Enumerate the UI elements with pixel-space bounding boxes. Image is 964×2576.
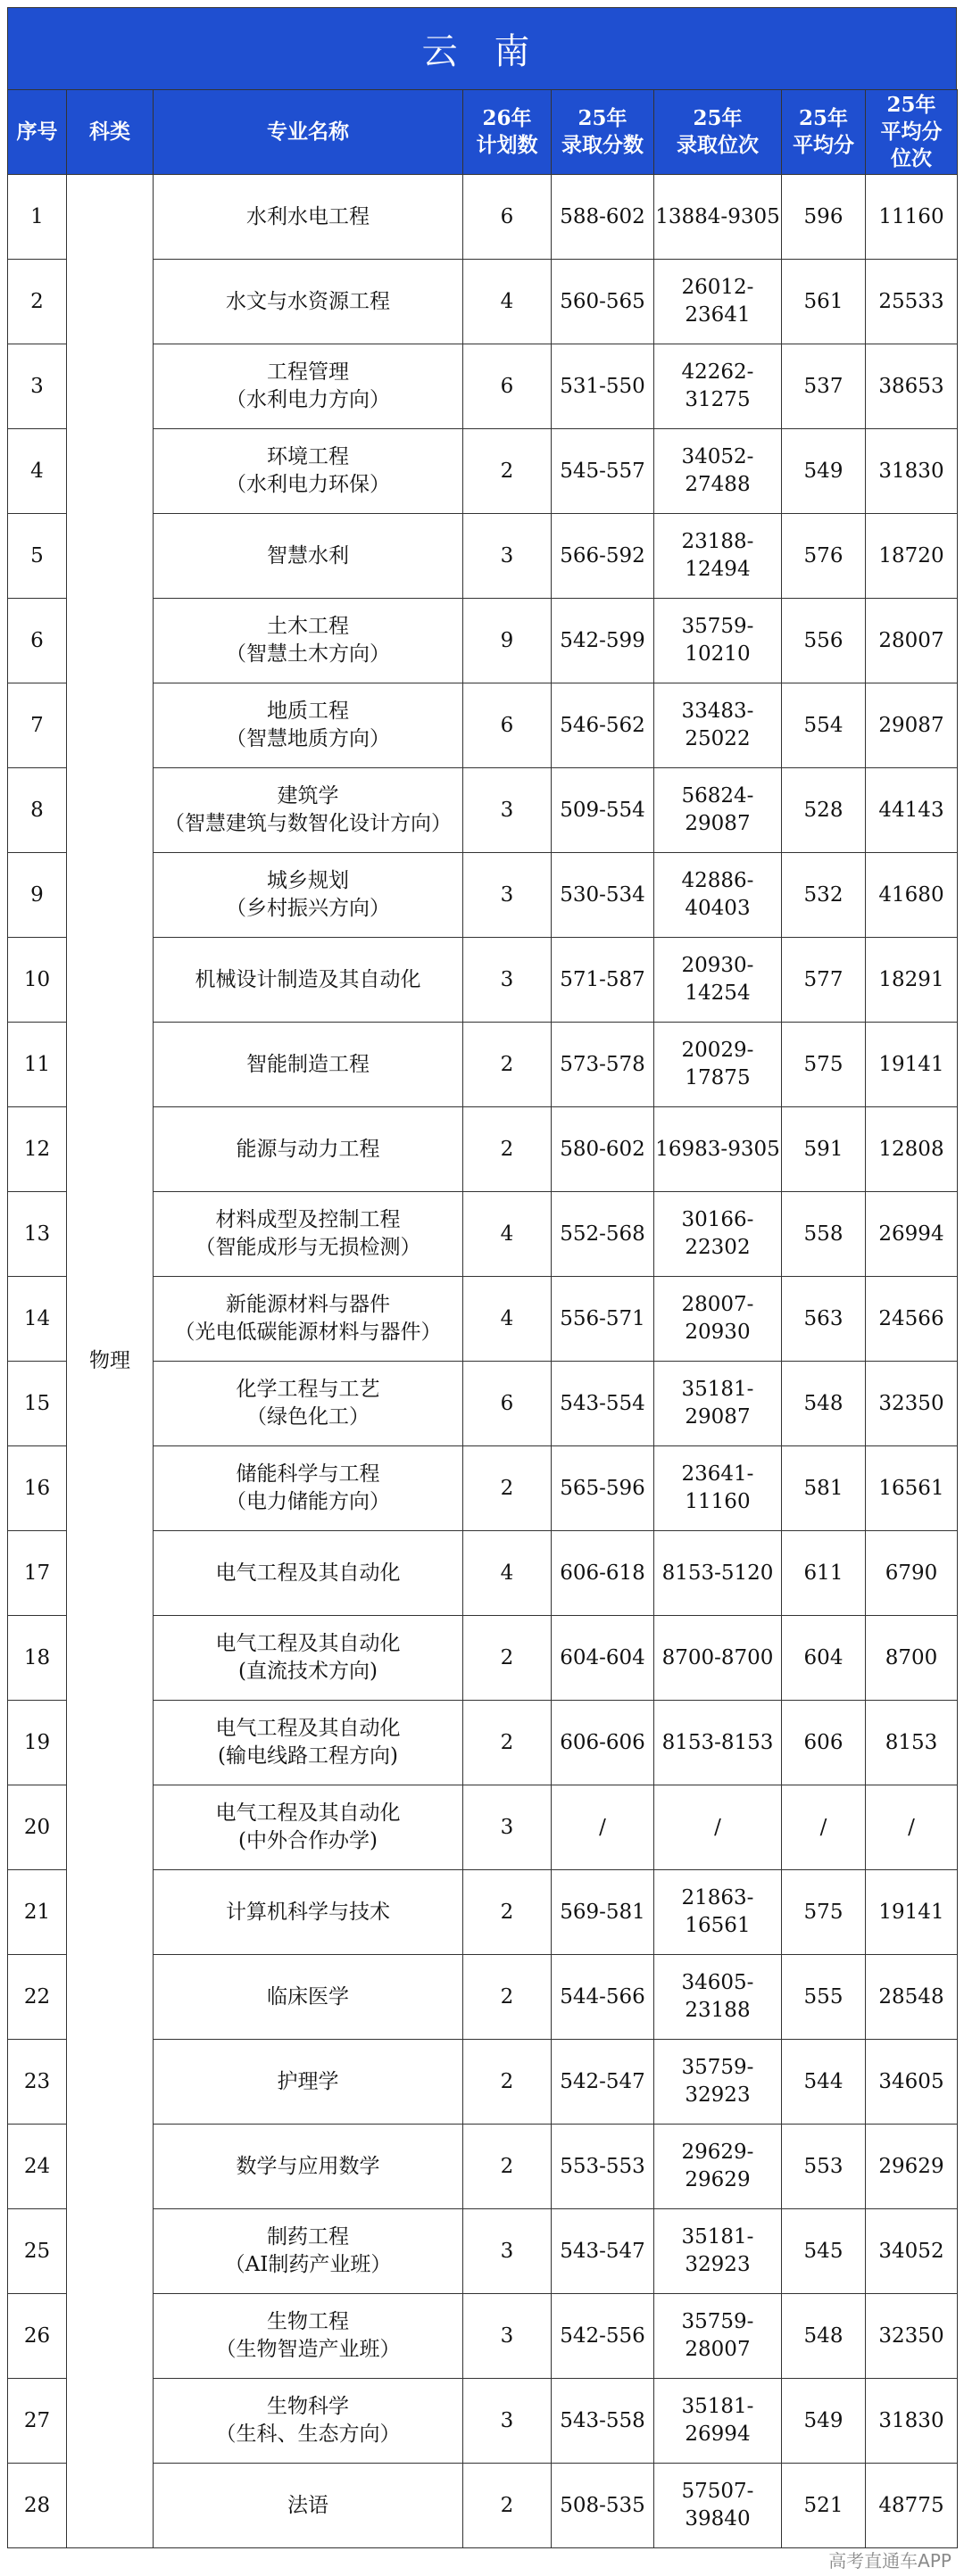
cell-rank: 35181-29087	[654, 1362, 782, 1446]
header-score-line2: 录取分数	[561, 133, 644, 157]
cell-major	[154, 344, 463, 429]
header-score	[552, 90, 654, 175]
cell-score: /	[552, 1785, 654, 1870]
cell-avg-rank: 28007	[866, 599, 958, 683]
cell-seq: 26	[8, 2294, 67, 2379]
cell-major	[154, 768, 463, 853]
cell-major	[154, 1870, 463, 1955]
header-plan-line2: 计划数	[476, 133, 538, 157]
major-name: 智能制造工程	[246, 1052, 370, 1076]
cell-rank: 23641-11160	[654, 1446, 782, 1531]
cell-avg-rank: 48775	[866, 2464, 958, 2548]
header-seq: 序号	[8, 90, 67, 175]
cell-score: 542-556	[552, 2294, 654, 2379]
cell-avg-rank: 19141	[866, 1870, 958, 1955]
cell-score: 530-534	[552, 853, 654, 938]
header-plan	[463, 90, 552, 175]
cell-seq: 6	[8, 599, 67, 683]
cell-seq: 7	[8, 683, 67, 768]
header-rank-line1: 25年	[693, 106, 743, 130]
cell-avg: 544	[782, 2040, 866, 2125]
cell-avg-rank: 41680	[866, 853, 958, 938]
cell-seq: 23	[8, 2040, 67, 2125]
cell-plan: 2	[463, 1870, 552, 1955]
cell-avg-rank: 12808	[866, 1107, 958, 1192]
cell-avg: 528	[782, 768, 866, 853]
header-score-line1: 25年	[578, 106, 627, 130]
major-direction: （生科、生态方向）	[215, 2423, 401, 2446]
cell-rank: 16983-9305	[654, 1107, 782, 1192]
cell-major	[154, 683, 463, 768]
cell-score: 552-568	[552, 1192, 654, 1277]
watermark-text: 高考直通车APP	[828, 2550, 952, 2572]
major-name: 临床医学	[267, 1984, 349, 2009]
cell-avg: 576	[782, 514, 866, 599]
header-avgrank-line2: 平均分	[880, 120, 943, 144]
cell-score: 543-554	[552, 1362, 654, 1446]
cell-avg-rank: 25533	[866, 260, 958, 344]
cell-avg: 545	[782, 2209, 866, 2294]
cell-rank: 20930-14254	[654, 938, 782, 1023]
cell-avg-rank: 31830	[866, 429, 958, 514]
cell-plan: 6	[463, 683, 552, 768]
cell-avg: 561	[782, 260, 866, 344]
cell-plan: 4	[463, 260, 552, 344]
cell-rank: 20029-17875	[654, 1023, 782, 1107]
cell-avg-rank: /	[866, 1785, 958, 1870]
major-direction: （AI制药产业班）	[224, 2253, 392, 2276]
major-direction: (中外合作办学)	[238, 1829, 378, 1852]
cell-avg-rank: 26994	[866, 1192, 958, 1277]
cell-plan: 3	[463, 514, 552, 599]
cell-seq: 21	[8, 1870, 67, 1955]
header-category: 科类	[67, 90, 154, 175]
header-avg-line1: 25年	[798, 106, 848, 130]
cell-seq: 3	[8, 344, 67, 429]
cell-major	[154, 1955, 463, 2040]
cell-avg-rank: 31830	[866, 2379, 958, 2464]
cell-major	[154, 1446, 463, 1531]
cell-avg: 548	[782, 2294, 866, 2379]
cell-rank: 8153-5120	[654, 1531, 782, 1616]
major-name: 电气工程及其自动化	[215, 1632, 401, 1655]
cell-rank: /	[654, 1785, 782, 1870]
cell-rank: 33483-25022	[654, 683, 782, 768]
cell-avg-rank: 16561	[866, 1446, 958, 1531]
cell-major	[154, 1107, 463, 1192]
cell-score: 508-535	[552, 2464, 654, 2548]
cell-seq: 13	[8, 1192, 67, 1277]
major-direction: （智慧建筑与数智化设计方向）	[164, 812, 452, 835]
header-rank-line2: 录取位次	[677, 133, 759, 157]
cell-major	[154, 1531, 463, 1616]
cell-score: 569-581	[552, 1870, 654, 1955]
cell-avg: 577	[782, 938, 866, 1023]
cell-major	[154, 1277, 463, 1362]
cell-seq: 27	[8, 2379, 67, 2464]
cell-seq: 10	[8, 938, 67, 1023]
cell-plan: 2	[463, 2464, 552, 2548]
cell-rank: 26012-23641	[654, 260, 782, 344]
cell-rank: 35759-32923	[654, 2040, 782, 2125]
cell-plan: 2	[463, 1107, 552, 1192]
cell-seq: 11	[8, 1023, 67, 1107]
cell-plan: 2	[463, 1616, 552, 1701]
cell-avg-rank: 18291	[866, 938, 958, 1023]
cell-score: 509-554	[552, 768, 654, 853]
cell-seq: 12	[8, 1107, 67, 1192]
cell-score: 556-571	[552, 1277, 654, 1362]
cell-major	[154, 1785, 463, 1870]
cell-seq: 28	[8, 2464, 67, 2548]
cell-seq: 20	[8, 1785, 67, 1870]
major-name: 数学与应用数学	[236, 2154, 380, 2178]
cell-avg-rank: 28548	[866, 1955, 958, 2040]
cell-avg: 604	[782, 1616, 866, 1701]
major-name: 水文与水资源工程	[226, 289, 390, 313]
cell-seq: 19	[8, 1701, 67, 1785]
major-name: 智慧水利	[267, 543, 349, 567]
cell-plan: 2	[463, 1023, 552, 1107]
cell-score: 546-562	[552, 683, 654, 768]
cell-avg-rank: 18720	[866, 514, 958, 599]
cell-rank: 8700-8700	[654, 1616, 782, 1701]
cell-avg-rank: 19141	[866, 1023, 958, 1107]
cell-seq: 18	[8, 1616, 67, 1701]
major-name: 电气工程及其自动化	[215, 1802, 401, 1825]
cell-avg-rank: 11160	[866, 175, 958, 260]
major-direction: （光电低碳能源材料与器件）	[174, 1321, 442, 1344]
header-avgrank-line1: 25年	[886, 93, 936, 117]
cell-major	[154, 2294, 463, 2379]
cell-avg: 556	[782, 599, 866, 683]
cell-score: 531-550	[552, 344, 654, 429]
cell-score: 566-592	[552, 514, 654, 599]
cell-score: 543-547	[552, 2209, 654, 2294]
major-name: 新能源材料与器件	[226, 1293, 390, 1316]
cell-score: 560-565	[552, 260, 654, 344]
cell-avg-rank: 34605	[866, 2040, 958, 2125]
header-avg-line2: 平均分	[793, 133, 854, 157]
cell-seq: 5	[8, 514, 67, 599]
cell-plan: 3	[463, 938, 552, 1023]
cell-avg: 537	[782, 344, 866, 429]
table-header-row	[8, 90, 958, 175]
header-avg	[782, 90, 866, 175]
cell-category: 物理	[67, 175, 154, 2548]
cell-rank: 8153-8153	[654, 1701, 782, 1785]
cell-major	[154, 2040, 463, 2125]
cell-major	[154, 260, 463, 344]
cell-seq: 14	[8, 1277, 67, 1362]
major-name: 生物工程	[267, 2310, 349, 2333]
major-name: 电气工程及其自动化	[215, 1717, 401, 1740]
major-name: 环境工程	[267, 445, 349, 468]
cell-avg: 596	[782, 175, 866, 260]
cell-plan: 2	[463, 2125, 552, 2209]
cell-rank: 34605-23188	[654, 1955, 782, 2040]
cell-plan: 2	[463, 429, 552, 514]
cell-seq: 25	[8, 2209, 67, 2294]
cell-seq: 22	[8, 1955, 67, 2040]
cell-score: 542-547	[552, 2040, 654, 2125]
cell-rank: 23188-12494	[654, 514, 782, 599]
cell-plan: 6	[463, 1362, 552, 1446]
major-name: 土木工程	[267, 615, 349, 638]
major-direction: （电力储能方向）	[226, 1490, 390, 1513]
major-name: 工程管理	[267, 360, 349, 384]
cell-rank: 35759-10210	[654, 599, 782, 683]
major-name: 生物科学	[267, 2395, 349, 2418]
cell-plan: 4	[463, 1277, 552, 1362]
cell-avg: 548	[782, 1362, 866, 1446]
cell-avg-rank: 29629	[866, 2125, 958, 2209]
cell-plan: 3	[463, 2294, 552, 2379]
cell-avg-rank: 29087	[866, 683, 958, 768]
cell-major	[154, 1023, 463, 1107]
cell-plan: 6	[463, 344, 552, 429]
cell-rank: 42262-31275	[654, 344, 782, 429]
major-direction: （水利电力方向）	[226, 388, 390, 411]
major-name: 法语	[287, 2493, 328, 2517]
cell-rank: 56824-29087	[654, 768, 782, 853]
major-name: 储能科学与工程	[236, 1462, 380, 1486]
major-name: 水利水电工程	[246, 204, 370, 228]
cell-major	[154, 1192, 463, 1277]
cell-avg: 532	[782, 853, 866, 938]
cell-score: 606-606	[552, 1701, 654, 1785]
cell-avg-rank: 34052	[866, 2209, 958, 2294]
cell-major	[154, 2125, 463, 2209]
cell-score: 573-578	[552, 1023, 654, 1107]
cell-score: 604-604	[552, 1616, 654, 1701]
cell-rank: 28007-20930	[654, 1277, 782, 1362]
cell-avg: 553	[782, 2125, 866, 2209]
cell-plan: 9	[463, 599, 552, 683]
cell-avg-rank: 38653	[866, 344, 958, 429]
header-plan-line1: 26年	[482, 106, 532, 130]
cell-seq: 1	[8, 175, 67, 260]
cell-major	[154, 175, 463, 260]
cell-score: 543-558	[552, 2379, 654, 2464]
cell-major	[154, 1701, 463, 1785]
cell-rank: 29629-29629	[654, 2125, 782, 2209]
cell-score: 588-602	[552, 175, 654, 260]
major-name: 材料成型及控制工程	[215, 1208, 401, 1231]
cell-plan: 2	[463, 1701, 552, 1785]
cell-major	[154, 599, 463, 683]
cell-score: 545-557	[552, 429, 654, 514]
cell-avg: 575	[782, 1023, 866, 1107]
cell-score: 542-599	[552, 599, 654, 683]
cell-plan: 3	[463, 2379, 552, 2464]
cell-score: 580-602	[552, 1107, 654, 1192]
major-name: 化学工程与工艺	[236, 1378, 380, 1401]
cell-score: 606-618	[552, 1531, 654, 1616]
major-name: 机械设计制造及其自动化	[195, 967, 421, 991]
cell-major	[154, 2209, 463, 2294]
cell-score: 571-587	[552, 938, 654, 1023]
cell-avg: 563	[782, 1277, 866, 1362]
cell-major	[154, 2379, 463, 2464]
cell-seq: 8	[8, 768, 67, 853]
cell-major	[154, 429, 463, 514]
cell-seq: 17	[8, 1531, 67, 1616]
cell-major	[154, 853, 463, 938]
cell-plan: 2	[463, 1955, 552, 2040]
cell-plan: 4	[463, 1192, 552, 1277]
major-direction: （智慧地质方向）	[226, 727, 390, 750]
cell-seq: 16	[8, 1446, 67, 1531]
cell-avg: 581	[782, 1446, 866, 1531]
major-direction: （智能成形与无损检测）	[195, 1236, 421, 1259]
cell-plan: 2	[463, 2040, 552, 2125]
cell-rank: 35759-28007	[654, 2294, 782, 2379]
cell-avg-rank: 32350	[866, 1362, 958, 1446]
cell-avg: /	[782, 1785, 866, 1870]
major-name: 计算机科学与技术	[226, 1900, 390, 1924]
major-name: 电气工程及其自动化	[215, 1561, 401, 1585]
cell-rank: 30166-22302	[654, 1192, 782, 1277]
table-row	[8, 175, 958, 260]
admission-table	[7, 89, 958, 2548]
cell-avg: 558	[782, 1192, 866, 1277]
major-direction: （生物智造产业班）	[215, 2338, 401, 2361]
cell-avg-rank: 8153	[866, 1701, 958, 1785]
cell-rank: 13884-9305	[654, 175, 782, 260]
cell-plan: 3	[463, 1785, 552, 1870]
cell-rank: 57507-39840	[654, 2464, 782, 2548]
cell-seq: 2	[8, 260, 67, 344]
cell-plan: 3	[463, 2209, 552, 2294]
cell-major	[154, 938, 463, 1023]
cell-rank: 42886-40403	[654, 853, 782, 938]
cell-avg-rank: 44143	[866, 768, 958, 853]
cell-major	[154, 2464, 463, 2548]
major-name: 地质工程	[267, 700, 349, 723]
cell-avg: 555	[782, 1955, 866, 2040]
major-name: 城乡规划	[267, 869, 349, 892]
major-name: 制药工程	[267, 2225, 349, 2249]
header-avg-rank	[866, 90, 958, 175]
cell-plan: 3	[463, 768, 552, 853]
cell-avg-rank: 32350	[866, 2294, 958, 2379]
cell-plan: 3	[463, 853, 552, 938]
cell-avg: 575	[782, 1870, 866, 1955]
major-direction: （乡村振兴方向）	[226, 897, 390, 920]
header-avgrank-line3: 位次	[891, 146, 932, 170]
cell-avg: 521	[782, 2464, 866, 2548]
cell-score: 553-553	[552, 2125, 654, 2209]
cell-seq: 4	[8, 429, 67, 514]
table-body	[8, 175, 958, 2548]
cell-avg: 591	[782, 1107, 866, 1192]
cell-rank: 34052-27488	[654, 429, 782, 514]
cell-avg: 611	[782, 1531, 866, 1616]
cell-avg-rank: 8700	[866, 1616, 958, 1701]
cell-seq: 9	[8, 853, 67, 938]
major-direction: (输电线路工程方向)	[218, 1744, 398, 1768]
major-name: 能源与动力工程	[236, 1137, 380, 1161]
major-direction: （水利电力环保）	[226, 473, 390, 496]
cell-major	[154, 1362, 463, 1446]
cell-avg: 549	[782, 429, 866, 514]
cell-rank: 21863-16561	[654, 1870, 782, 1955]
cell-avg-rank: 6790	[866, 1531, 958, 1616]
major-direction: （绿色化工）	[246, 1405, 370, 1429]
cell-avg: 549	[782, 2379, 866, 2464]
major-direction: (直流技术方向)	[238, 1660, 378, 1683]
cell-rank: 35181-32923	[654, 2209, 782, 2294]
cell-avg: 554	[782, 683, 866, 768]
cell-avg-rank: 24566	[866, 1277, 958, 1362]
province-title: 云 南	[7, 7, 957, 89]
admission-table-page	[7, 7, 957, 2548]
cell-plan: 6	[463, 175, 552, 260]
major-direction: （智慧土木方向）	[226, 642, 390, 666]
header-major: 专业名称	[154, 90, 463, 175]
cell-major	[154, 1616, 463, 1701]
cell-plan: 2	[463, 1446, 552, 1531]
cell-score: 565-596	[552, 1446, 654, 1531]
cell-avg: 606	[782, 1701, 866, 1785]
cell-seq: 24	[8, 2125, 67, 2209]
cell-plan: 4	[463, 1531, 552, 1616]
cell-seq: 15	[8, 1362, 67, 1446]
cell-rank: 35181-26994	[654, 2379, 782, 2464]
header-rank	[654, 90, 782, 175]
major-name: 护理学	[277, 2069, 339, 2093]
major-name: 建筑学	[277, 784, 339, 808]
cell-score: 544-566	[552, 1955, 654, 2040]
cell-major	[154, 514, 463, 599]
